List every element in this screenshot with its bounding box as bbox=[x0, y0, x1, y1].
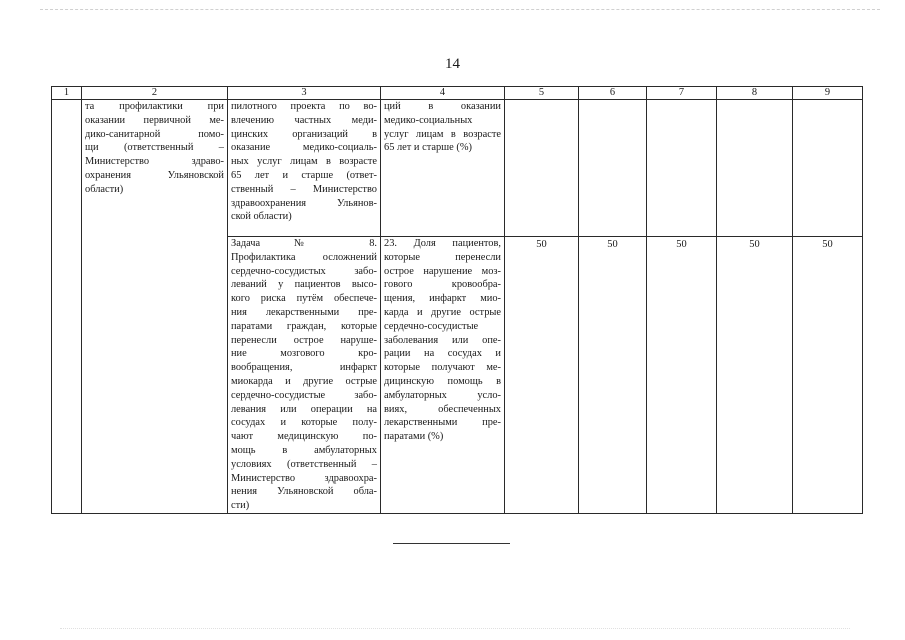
column-number: 2 bbox=[82, 87, 228, 100]
text-line: амбулаторных усло- bbox=[384, 389, 501, 401]
text-line: Профилактика осложнений bbox=[231, 251, 377, 263]
indicator-cell bbox=[381, 237, 505, 514]
value-cell: 50 bbox=[647, 237, 717, 514]
text-line: которые получают ме- bbox=[384, 362, 501, 374]
text-line: услуг лицам в возрасте bbox=[384, 128, 501, 140]
text-line: 65 лет и старше (%) bbox=[384, 142, 472, 154]
text-line: мощь в амбулаторных bbox=[231, 444, 377, 456]
column-number: 5 bbox=[505, 87, 579, 100]
scan-edge-line bbox=[60, 628, 850, 629]
program-cell bbox=[82, 100, 228, 514]
text-line: рации на сосудах и bbox=[384, 348, 501, 360]
value-cell bbox=[793, 100, 863, 237]
value-cell: 50 bbox=[717, 237, 793, 514]
text-line: 65 лет и старше (ответ- bbox=[231, 169, 377, 181]
text-line: лекарственными пре- bbox=[384, 417, 501, 429]
text-line: ния лекарственными пре- bbox=[231, 306, 377, 318]
text-line: оказание медико-социаль- bbox=[231, 142, 377, 154]
column-number: 7 bbox=[647, 87, 717, 100]
measure-cell bbox=[228, 100, 381, 237]
column-number-row bbox=[52, 87, 863, 100]
value-cell bbox=[505, 100, 579, 237]
text-line: пилотного проекта по во- bbox=[231, 101, 377, 112]
text-line: леваний у пациентов высо- bbox=[231, 279, 377, 291]
indicator-cell bbox=[381, 100, 505, 237]
value-cell: 50 bbox=[793, 237, 863, 514]
text-line: 23. Доля пациентов, bbox=[384, 238, 501, 249]
text-line: здравоохранения Ульянов- bbox=[231, 197, 377, 209]
column-number: 9 bbox=[793, 87, 863, 100]
text-line: перенесли острое наруше- bbox=[231, 334, 377, 346]
text-line: паратами граждан, которые bbox=[231, 320, 377, 332]
measure-cell bbox=[228, 237, 381, 514]
text-line: гового кровообра- bbox=[384, 279, 501, 291]
text-line: которые перенесли bbox=[384, 251, 501, 263]
column-number: 6 bbox=[579, 87, 647, 100]
text-line: виях, обеспеченных bbox=[384, 403, 501, 415]
column-number: 3 bbox=[228, 87, 381, 100]
text-line: карда и другие острые bbox=[384, 306, 501, 318]
text-line: сердечно-сосудистые забо- bbox=[231, 389, 377, 401]
text-line: сосудах и которые полу- bbox=[231, 417, 377, 429]
text-line: сти) bbox=[231, 500, 250, 512]
value-cell: 50 bbox=[505, 237, 579, 514]
value-cell bbox=[647, 100, 717, 237]
text-line: та профилактики при bbox=[85, 101, 224, 112]
column-number: 4 bbox=[381, 87, 505, 100]
column-number: 8 bbox=[717, 87, 793, 100]
text-line: щи (ответственный – bbox=[85, 142, 224, 154]
text-line: левания или операции на bbox=[231, 403, 377, 415]
text-line: цинских организаций в bbox=[231, 128, 377, 140]
footnote-separator bbox=[393, 543, 510, 544]
text-line: охранения Ульяновской bbox=[85, 169, 224, 181]
text-line: ние мозгового кро- bbox=[231, 348, 377, 360]
text-line: области) bbox=[85, 183, 124, 195]
text-line: ций в оказании bbox=[384, 101, 501, 112]
text-line: оказании первичной ме- bbox=[85, 114, 224, 126]
text-line: вообращения, инфаркт bbox=[231, 362, 377, 374]
column-number: 1 bbox=[52, 87, 82, 100]
text-line: нения Ульяновской обла- bbox=[231, 486, 377, 498]
text-line: сердечно-сосудистые bbox=[384, 320, 479, 332]
scan-edge-line bbox=[40, 9, 880, 10]
text-line: Задача № 8. bbox=[231, 238, 377, 249]
text-line: влечению частных меди- bbox=[231, 114, 377, 126]
text-line: медико-социальных bbox=[384, 114, 473, 126]
text-line: щения, инфаркт мио- bbox=[384, 293, 501, 305]
text-line: ской области) bbox=[231, 211, 292, 223]
text-line: ных услуг лицам в возрасте bbox=[231, 156, 377, 168]
text-line: паратами (%) bbox=[384, 431, 444, 443]
text-line: дико-санитарной помо- bbox=[85, 128, 224, 140]
text-line: острое нарушение моз- bbox=[384, 265, 501, 277]
text-line: ственный – Министерство bbox=[231, 183, 377, 195]
row-number-cell bbox=[52, 100, 82, 514]
indicators-table bbox=[51, 86, 863, 514]
value-cell: 50 bbox=[579, 237, 647, 514]
text-line: миокарда и другие острые bbox=[231, 375, 377, 387]
page-number: 14 bbox=[445, 56, 460, 72]
text-line: сердечно-сосудистых забо- bbox=[231, 265, 377, 277]
text-line: условиях (ответственный – bbox=[231, 458, 377, 470]
text-line: Министерство здравоохра- bbox=[231, 472, 377, 484]
text-line: заболевания или опе- bbox=[384, 334, 501, 346]
text-line: дицинскую помощь в bbox=[384, 375, 501, 387]
value-cell bbox=[717, 100, 793, 237]
table-row bbox=[52, 100, 863, 237]
text-line: Министерство здраво- bbox=[85, 156, 224, 168]
value-cell bbox=[579, 100, 647, 237]
text-line: чают медицинскую по- bbox=[231, 431, 377, 443]
text-line: кого риска путём обеспече- bbox=[231, 293, 377, 305]
